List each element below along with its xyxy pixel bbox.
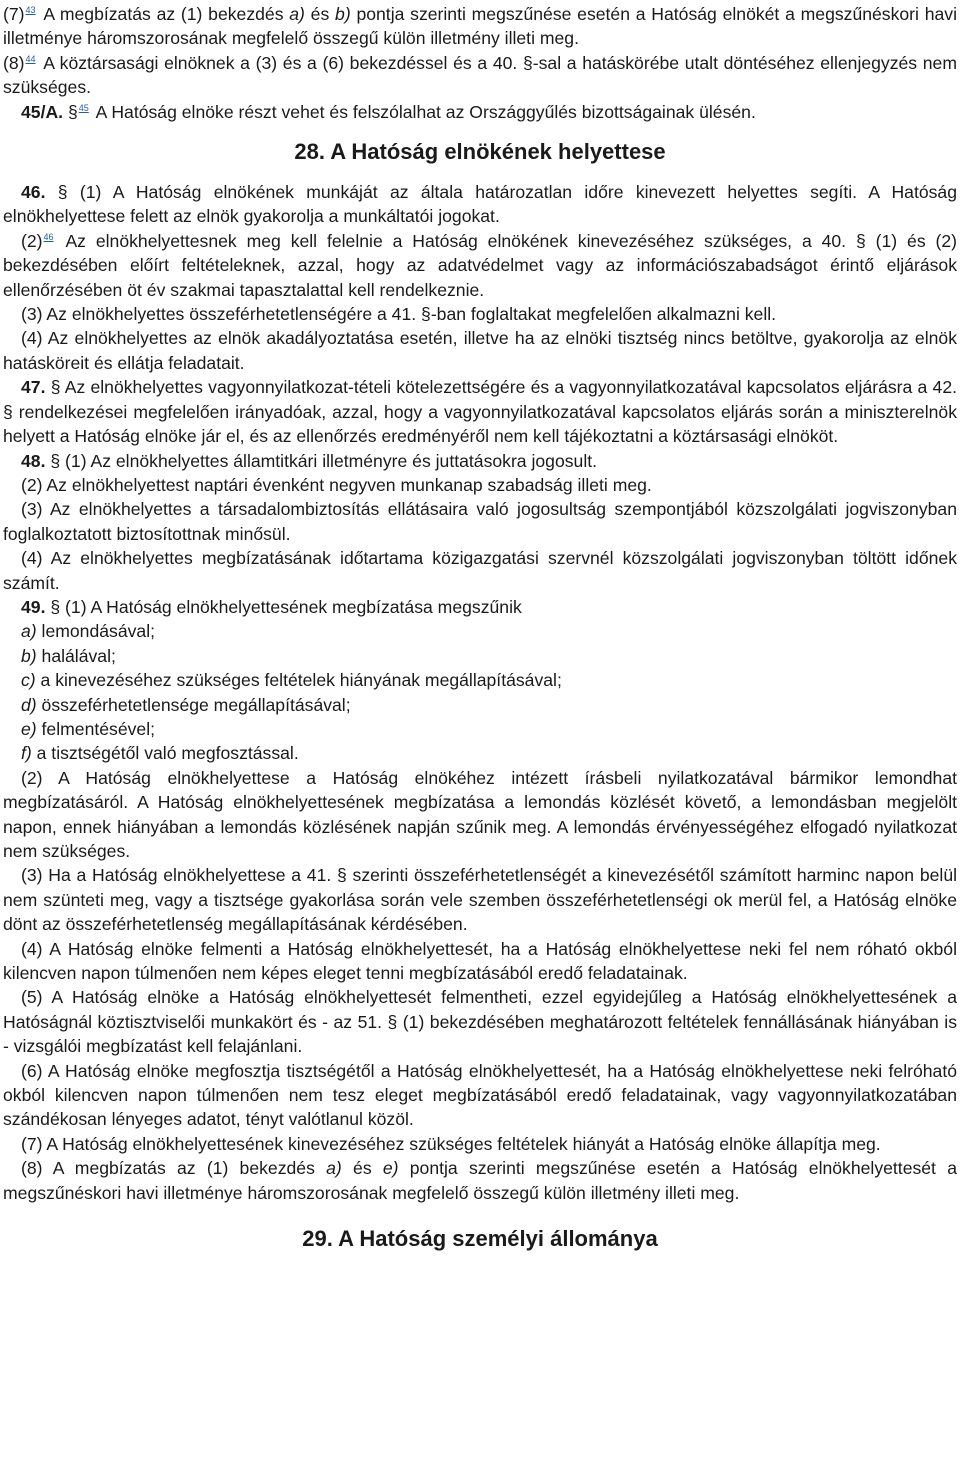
section-46-para-1: [3, 180, 957, 229]
point-ref: a): [289, 4, 305, 24]
text: lemondásával;: [36, 621, 155, 642]
section-sign: §: [421, 304, 431, 325]
section-49-para-1: [3, 595, 957, 619]
section-49-para-8: [3, 1156, 957, 1205]
point-ref: a): [326, 1158, 342, 1179]
heading-28: 28. A Hatóság elnökének helyettese: [294, 139, 666, 165]
list-item-a: [3, 619, 957, 643]
list-item-b: [3, 644, 957, 668]
text: (1) Az elnökhelyettes államtitkári illetményre és juttatásokra jogosult.: [60, 450, 598, 471]
section-49-para-2: (2) A Hatóság elnökhelyettese a Hatóság elnökéhez intézett írásbeli nyilatkozatával bármikor lemondhat megbízatásáról. A Hatóság elnökhelyettesének megbízatása a lemondás közlését követő, a lemondásban megjelölt napon, ennek hiányában a lemondás közlésének napján szűnik meg. A lemondás érvényességéhez elfogadó nyilatkozat nem szükséges.: [3, 767, 957, 861]
text: A köztársasági elnöknek a (3) és a (6) bekezdéssel és a 40.: [38, 52, 523, 73]
list-letter: b): [21, 645, 37, 666]
text: (1) A Hatóság elnökhelyettesének megbízatása megszűnik: [60, 596, 522, 617]
section-sign: §: [50, 596, 61, 617]
text: halálával;: [36, 645, 116, 666]
section-48-para-1: [3, 449, 957, 473]
text: (5) A Hatóság elnöke a Hatóság elnökhelyettesét felmentheti, ezzel egyidejűleg a Hatóság elnökhelyettesének a Hatóságnál köztisztviselői munkakört és - az 51.: [3, 987, 957, 1032]
text: A Hatóság elnöke részt vehet és felszólalhat az Országgyűlés bizottságainak ülésén.: [91, 101, 756, 122]
paragraph-number: (7): [3, 4, 25, 24]
list-letter: a): [21, 621, 37, 642]
text: a tisztségétől való megfosztással.: [31, 743, 299, 764]
heading-29: 29. A Hatóság személyi állománya: [302, 1226, 658, 1252]
list-letter: d): [21, 694, 37, 715]
text: Az elnökhelyettesnek meg kell felelnie a Hatóság elnökének kinevezéséhez szükséges, a 40.: [56, 230, 847, 251]
text: A megbízatás az (1) bekezdés: [38, 4, 290, 24]
text: felmentésével;: [36, 718, 155, 739]
paragraph-8: [3, 51, 957, 100]
section-sign: §: [522, 52, 533, 73]
text: Az elnökhelyettes vagyonnyilatkozat-tételi kötelezettségére és a vagyonnyilatkozatával kapcsolatos eljárásra a 42.: [60, 377, 957, 398]
text: és: [341, 1158, 383, 1179]
section-number: 46.: [21, 182, 46, 203]
section-48-para-4: (4) Az elnökhelyettes megbízatásának időtartama közigazgatási szervnél közszolgálati jogviszonyban töltött időnek számít.: [3, 548, 957, 593]
list-item-d: [3, 693, 957, 717]
paragraph-number: (2): [21, 230, 43, 251]
text: -sal a hatáskörébe utalt döntéséhez ellenjegyzés nem szükséges.: [3, 52, 957, 98]
footnote-link-46[interactable]: 46: [43, 231, 54, 242]
list-item-c: [3, 668, 957, 692]
section-sign: §: [57, 182, 68, 203]
section-sign: §: [50, 450, 61, 471]
text: (8) A megbízatás az (1) bekezdés: [21, 1158, 327, 1179]
section-49-para-6: (6) A Hatóság elnöke megfosztja tisztségétől a Hatóság elnökhelyettesét, ha a Hatóság elnökhelyettese neki felróható okból kilencven napon túlmenően nem tesz eleget megbízatásából eredő feladatainak, vagy vagyonnyilatkozatában szándékosan lényeges adatot, tényt valótlanul közöl.: [3, 1060, 957, 1130]
section-number: 49.: [21, 596, 46, 617]
list-letter: e): [21, 718, 37, 739]
section-48-para-2: (2) Az elnökhelyettest naptári évenként negyven munkanap szabadság illeti meg.: [21, 474, 652, 495]
section-45a: [3, 100, 957, 124]
text: (1) és (2) bekezdésében előírt feltételeknek, azzal, hogy az adatvédelmet vagy az információszabadságot érintő eljárások ellenőrzésében öt év szakmai tapasztalattal kell rendelkeznie.: [3, 230, 957, 300]
text: és: [304, 4, 336, 24]
footnote-link-45[interactable]: 45: [78, 102, 89, 113]
section-47: [3, 375, 957, 448]
section-46-para-2: [3, 229, 957, 302]
section-sign: §: [855, 230, 866, 251]
footnote-link-43[interactable]: 43: [25, 5, 36, 15]
section-number: 45/A.: [21, 101, 64, 122]
section-sign: §: [387, 1011, 398, 1032]
section-sign: §: [337, 865, 347, 886]
list-item-e: [3, 717, 957, 741]
section-sign: §: [50, 377, 61, 398]
text: -ban foglaltakat megfelelően alkalmazni kell.: [430, 304, 777, 325]
text: (3) Ha a Hatóság elnökhelyettese a 41.: [21, 865, 337, 886]
list-item-f: [3, 741, 957, 765]
text: pontja szerinti megszűnése esetén a Hatóság elnökét a megszűnéskori havi illetménye háromszorosának megfelelő összegű külön illetmény illeti meg.: [3, 4, 957, 49]
text: pontja szerinti megszűnése esetén a Hatóság elnökhelyettesét a megszűnéskori havi illetménye háromszorosának megfelelő összegű külön illetmény illeti meg.: [3, 1158, 957, 1203]
text: a kinevezéséhez szükséges feltételek hiányának megállapításával;: [35, 670, 562, 691]
paragraph-number: (8): [3, 52, 25, 73]
section-46-para-3: [3, 302, 957, 326]
point-ref: b): [335, 4, 351, 24]
list-letter: f): [21, 743, 32, 764]
text: (1) bekezdésében meghatározott feltételek fennállásának hiányában is - vizsgálói megbízatást kell felajánlani.: [3, 1011, 958, 1057]
text: összeférhetetlensége megállapításával;: [36, 694, 351, 715]
section-sign: §: [3, 401, 13, 422]
section-46-para-4: (4) Az elnökhelyettes az elnök akadályoztatása esetén, illetve ha az elnöki tisztség nincs betöltve, gyakorolja az elnök hatásköreit és ellátja feladatait.: [3, 328, 957, 373]
text: (3) Az elnökhelyettes összeférhetetlenségére a 41.: [21, 304, 422, 325]
section-48-para-3: (3) Az elnökhelyettes a társadalombiztosítás ellátásaira való jogosultság szempontjából közszolgálati jogviszonyban foglalkoztatott biztosítottnak minősül.: [3, 499, 957, 544]
text: rendelkezései megfelelően irányadóak, azzal, hogy a vagyonnyilatkozatával kapcsolatos eljárás során a miniszterelnök helyett a Hatóság elnöke jár el, és az ellenőrzés eredményéről nem kell tájékoztatni a köztársasági elnököt.: [3, 401, 957, 447]
text: (1) A Hatóság elnökének munkáját az általa határozatlan időre kinevezett helyettes segíti. A Hatóság elnökhelyettese felett az elnök gyakorolja a munkáltatói jogokat.: [3, 182, 957, 227]
footnote-link-44[interactable]: 44: [25, 53, 36, 64]
section-sign: §: [67, 101, 78, 122]
section-49-para-3: [3, 863, 957, 936]
list-letter: c): [21, 670, 36, 691]
section-49-para-4: (4) A Hatóság elnöke felmenti a Hatóság elnökhelyettesét, ha a Hatóság elnökhelyettese neki fel nem róható okból kilencven napon túlmenően nem képes eleget tenni megbízatásából eredő feladatainak.: [3, 938, 957, 984]
section-number: 48.: [21, 450, 46, 471]
section-49-para-7: (7) A Hatóság elnökhelyettesének kinevezéséhez szükséges feltételek hiányát a Hatóság elnöke állapítja meg.: [21, 1133, 881, 1154]
text: szerinti összeférhetetlenségét a kinevezésétől számított harminc napon belül nem szünteti meg, vagy a tisztsége gyakorlása során vele szemben összeférhetetlenségi ok merül fel, a Hatóság elnöke dönt az összeférhetetlenség megállapításának kérdésében.: [3, 865, 958, 935]
paragraph-7: [3, 2, 957, 51]
section-number: 47.: [21, 377, 46, 398]
point-ref: e): [382, 1158, 399, 1179]
section-49-para-5: [3, 985, 957, 1058]
